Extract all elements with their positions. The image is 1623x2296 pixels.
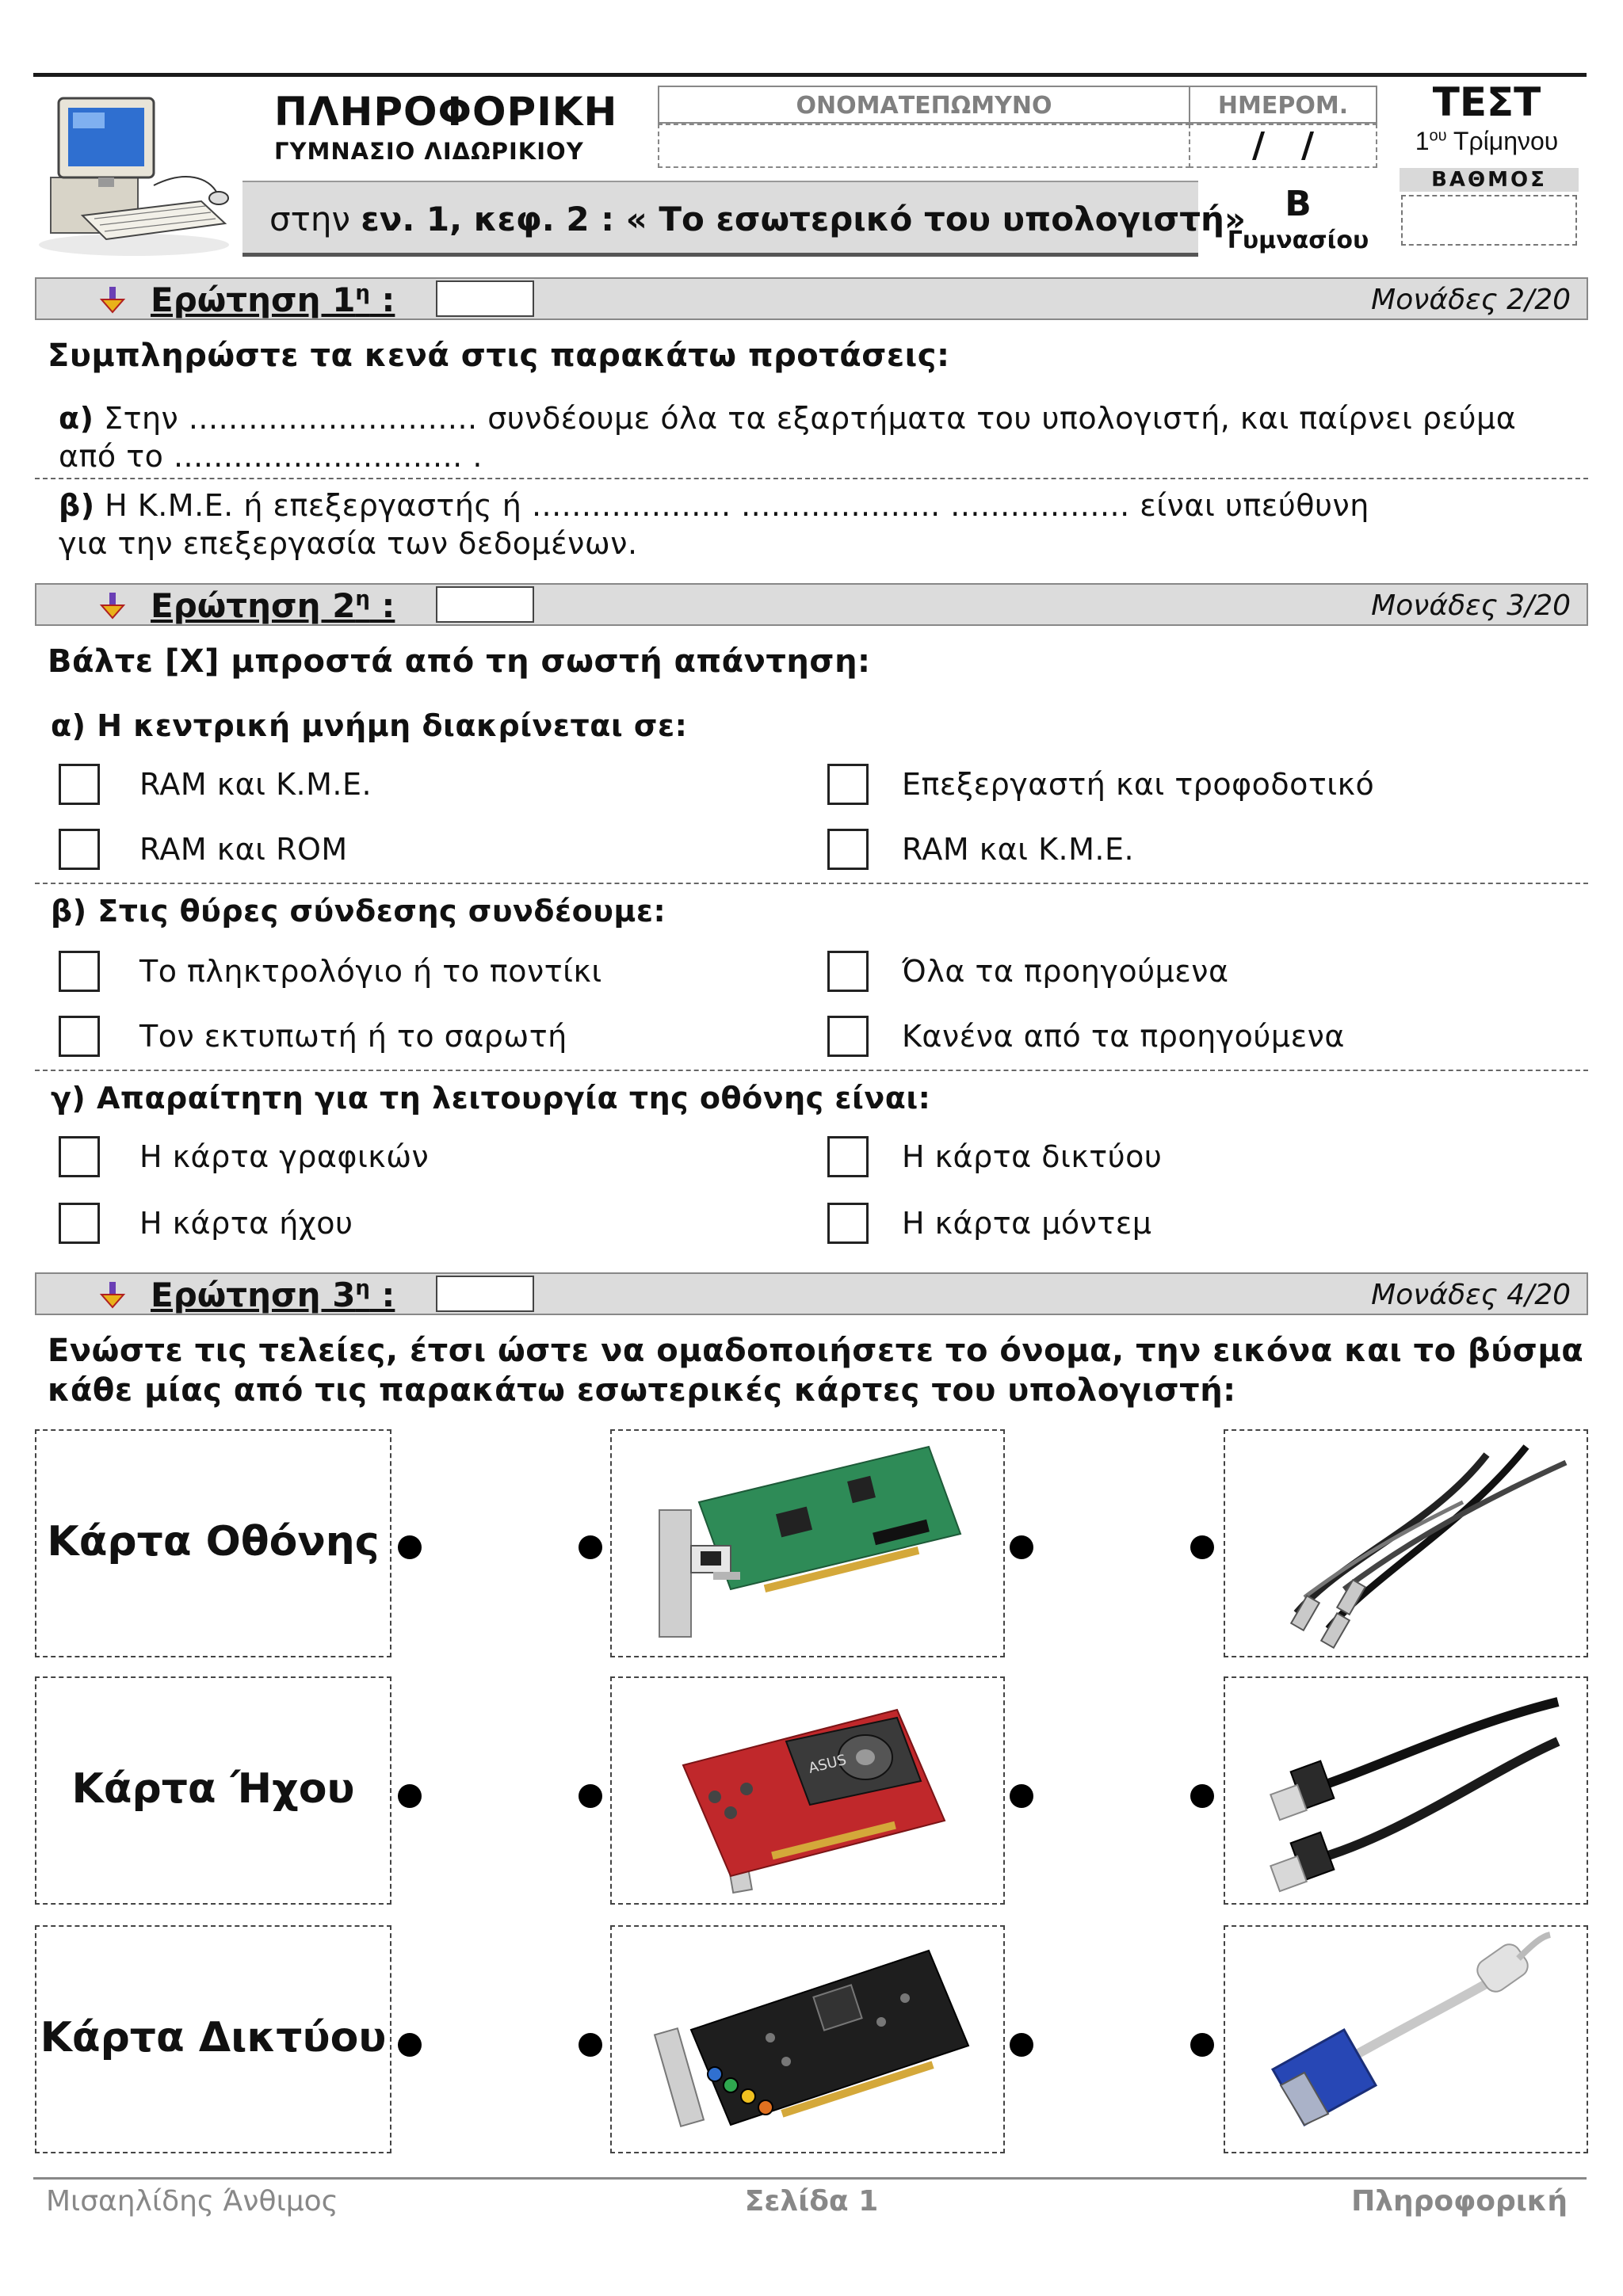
rj45-cables-image — [1225, 1678, 1587, 1903]
grade-input-box[interactable] — [1401, 195, 1577, 246]
question-1b-line-1: β) Η Κ.Μ.Ε. ή επεξεργαστής ή .................... .................... .................. είναι υπεύθυνη — [59, 488, 1369, 523]
checkbox-2a-2[interactable] — [827, 764, 869, 805]
card-image-box — [610, 1676, 1005, 1905]
card-label: Κάρτα Ήχου — [71, 1765, 355, 1813]
date-label: ΗΜΕΡΟΜ. — [1217, 92, 1349, 120]
school-name: ΓΥΜΝΑΣΙΟ ΛΙΔΩΡΙΚΙΟΥ — [274, 138, 584, 165]
checkbox-2c-4[interactable] — [827, 1203, 869, 1244]
audio-jack-cables-image — [1225, 1431, 1587, 1656]
subject-heading: στην εν. 1, κεφ. 2 : « Το εσωτερικό του υπολογιστή» — [269, 200, 1247, 238]
card-label: Κάρτα Δικτύου — [40, 2014, 387, 2061]
checkbox-2c-3[interactable] — [59, 1203, 100, 1244]
date-value: / / — [1251, 125, 1315, 166]
option-2b-4: Κανένα από τα προηγούμενα — [902, 1019, 1345, 1054]
down-arrow-icon — [97, 284, 128, 315]
separator — [35, 1070, 1588, 1071]
question-2c-heading: γ) Απαραίτητη για τη λειτουργία της οθόνης είναι: — [51, 1081, 931, 1116]
question-1-title: Ερώτηση $1^\eta$ : — [151, 280, 395, 319]
question-3-points: Μονάδες 4/20 — [1371, 1279, 1571, 1311]
checkbox-2b-4[interactable] — [827, 1016, 869, 1057]
vga-cable-image — [1225, 1927, 1587, 2152]
question-1a-line-1: α) Στην ............................. συνδέουμε όλα τα εξαρτήματα του υπολογιστή, και παίρνει ρεύμα — [59, 401, 1517, 436]
label-box — [35, 1925, 391, 2153]
match-dot[interactable] — [398, 2033, 422, 2057]
option-2a-4: RAM και Κ.Μ.Ε. — [902, 832, 1135, 867]
match-dot[interactable] — [1010, 1784, 1033, 1808]
match-dot[interactable] — [579, 1784, 602, 1808]
footer-subject: Πληροφορική — [1351, 2185, 1568, 2218]
checkbox-2a-4[interactable] — [827, 829, 869, 870]
option-2b-2: Όλα τα προηγούμενα — [902, 954, 1229, 989]
match-dot[interactable] — [1010, 2033, 1033, 2057]
option-2c-1: Η κάρτα γραφικών — [139, 1139, 430, 1174]
match-dot[interactable] — [1010, 1535, 1033, 1559]
term-label: $1^{o\upsilon}$ Τρίμηνου — [1415, 127, 1559, 155]
question-2b-heading: β) Στις θύρες σύνδεσης συνδέουμε: — [51, 894, 666, 929]
graphics-card-image — [612, 1678, 1003, 1903]
plug-image-box — [1224, 1676, 1588, 1905]
question-3-score-box[interactable] — [436, 1276, 534, 1312]
match-dot[interactable] — [1190, 1535, 1214, 1559]
test-title: ΤΕΣΤ — [1432, 79, 1541, 125]
match-dot[interactable] — [579, 1535, 602, 1559]
footer-author: Μισαηλίδης Άνθιμος — [46, 2185, 338, 2218]
question-1-score-box[interactable] — [436, 280, 534, 317]
option-2c-3: Η κάρτα ήχου — [139, 1206, 353, 1241]
sound-card-image — [612, 1927, 1003, 2152]
computer-logo-icon — [35, 82, 233, 257]
class-letter: Β — [1285, 184, 1312, 224]
option-2b-1: Το πληκτρολόγιο ή το ποντίκι — [139, 954, 602, 989]
question-1a-line-2: από το ............................. . — [59, 439, 483, 474]
option-2c-2: Η κάρτα δικτύου — [902, 1139, 1163, 1174]
class-word: Γυμνασίου — [1227, 227, 1369, 254]
question-3-instruction-line-2: κάθε μίας από τις παρακάτω εσωτερικές κάρτες του υπολογιστή: — [48, 1372, 1236, 1409]
checkbox-2a-3[interactable] — [59, 829, 100, 870]
question-1b-line-2: για την επεξεργασία των δεδομένων. — [59, 526, 638, 561]
down-arrow-icon — [97, 589, 128, 621]
checkbox-2c-1[interactable] — [59, 1136, 100, 1177]
question-2-points: Μονάδες 3/20 — [1371, 589, 1571, 622]
question-2a-heading: α) Η κεντρική μνήμη διακρίνεται σε: — [51, 708, 688, 743]
question-1-points: Μονάδες 2/20 — [1371, 284, 1571, 316]
checkbox-2b-2[interactable] — [827, 951, 869, 992]
header-top-rule — [33, 73, 1587, 77]
match-dot[interactable] — [1190, 2033, 1214, 2057]
plug-image-box — [1224, 1429, 1588, 1657]
name-label: ΟΝΟΜΑΤΕΠΩΜΥΝΟ — [796, 92, 1052, 120]
option-2a-3: RAM και ROM — [139, 832, 348, 867]
name-label-cell — [658, 86, 1190, 124]
option-2a-2: Επεξεργαστή και τροφοδοτικό — [902, 767, 1375, 802]
question-2-instruction: Βάλτε [Χ] μπροστά από τη σωστή απάντηση: — [48, 643, 871, 680]
question-3-instruction-line-1: Ενώστε τις τελείες, έτσι ώστε να ομαδοποιήσετε το όνομα, την εικόνα και το βύσμα — [48, 1333, 1584, 1369]
checkbox-2b-1[interactable] — [59, 951, 100, 992]
question-3-title: Ερώτηση $3^\eta$ : — [151, 1276, 395, 1314]
option-2c-4: Η κάρτα μόντεμ — [902, 1206, 1152, 1241]
question-1-instruction: Συμπληρώστε τα κενά στις παρακάτω προτάσεις: — [48, 338, 950, 374]
card-image-box — [610, 1429, 1005, 1657]
name-input-field[interactable] — [658, 124, 1190, 168]
down-arrow-icon — [97, 1279, 128, 1310]
grade-label: ΒΑΘΜΟΣ — [1400, 168, 1579, 192]
label-box — [35, 1676, 391, 1905]
question-2-score-box[interactable] — [436, 586, 534, 623]
question-3-bar — [35, 1272, 1588, 1315]
label-box — [35, 1429, 391, 1657]
card-label: Κάρτα Οθόνης — [47, 1518, 380, 1566]
footer-page: Σελίδα 1 — [744, 2185, 879, 2218]
question-1-bar — [35, 277, 1588, 320]
date-input-field[interactable] — [1189, 124, 1377, 168]
match-dot[interactable] — [398, 1535, 422, 1559]
date-label-cell — [1189, 86, 1377, 124]
subject-title: ΠΛΗΡΟΦΟΡΙΚΗ — [274, 89, 618, 135]
checkbox-2a-1[interactable] — [59, 764, 100, 805]
match-dot[interactable] — [579, 2033, 602, 2057]
checkbox-2b-3[interactable] — [59, 1016, 100, 1057]
option-2a-1: RAM και Κ.Μ.Ε. — [139, 767, 372, 802]
plug-image-box — [1224, 1925, 1588, 2153]
match-dot[interactable] — [398, 1784, 422, 1808]
separator — [35, 478, 1588, 479]
question-2-bar — [35, 583, 1588, 626]
network-card-image — [612, 1431, 1003, 1656]
question-2-title: Ερώτηση $2^\eta$ : — [151, 586, 395, 625]
card-image-box — [610, 1925, 1005, 2153]
match-dot[interactable] — [1190, 1784, 1214, 1808]
checkbox-2c-2[interactable] — [827, 1136, 869, 1177]
svg-text:ASUS: ASUS — [807, 1751, 849, 1777]
separator — [35, 883, 1588, 884]
footer-rule — [33, 2177, 1587, 2180]
subject-bar — [242, 181, 1247, 257]
option-2b-3: Τον εκτυπωτή ή το σαρωτή — [139, 1019, 567, 1054]
